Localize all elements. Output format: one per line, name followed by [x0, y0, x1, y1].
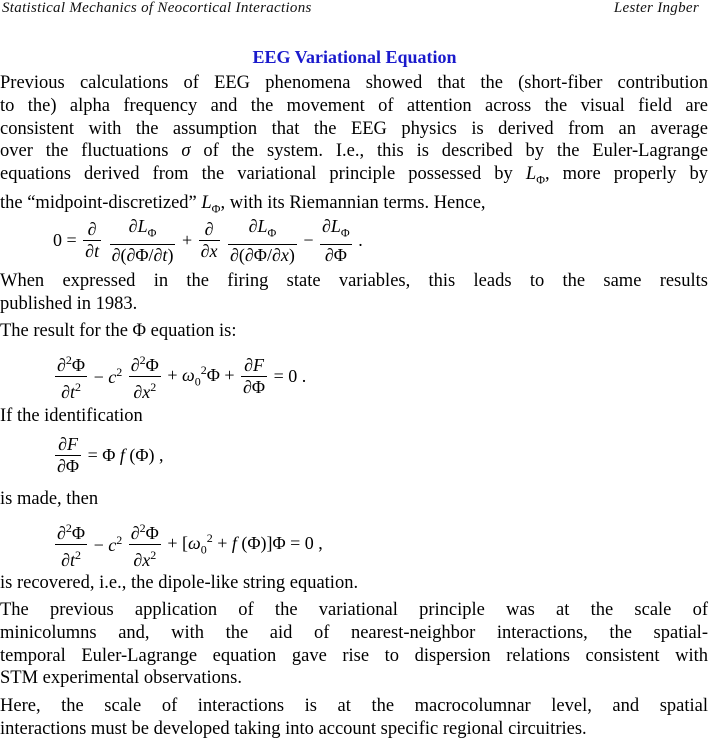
running-header-title: Statistical Mechanics of Neocortical Interactions — [2, 0, 312, 16]
section-title: EEG Variational Equation — [252, 47, 457, 67]
dipole-string-equation: $\frac{\partial^2\Phi}{\partial t^2}$ − $c^2$ $\frac{\partial^2\Phi}{\partial x^2}$ + [$\omega_0^2 + f$ (Φ)]Φ = 0 , — [57, 521, 323, 570]
euler-lagrange-equation: 0 = ∂ ∂t $\frac{\partial L_\Phi}{\partial(\partial\Phi/\partial t)}$ + ∂ ∂x $\frac{\partial L_\Phi}{\partial(\partial\Phi/\partial x)}$ − $\frac{\partial L_\Phi}{\partial\Phi}$ . — [53, 216, 363, 265]
paragraph-previous-application: The previous application of the variational principle was at the scale of minicolumns and, with the aid of nearest-neighbor interactions, the spatial- temporal Euler-Lagrange equation gave rise to dispersion relations consistent with STM experimental observations. — [0, 600, 708, 689]
paragraph-is-made: is made, then — [0, 489, 99, 509]
paragraph-identification: If the identification — [0, 406, 143, 426]
paragraph-recovered: is recovered, i.e., the dipole-like string equation. — [0, 573, 359, 593]
paragraph-phi-result: The result for the Φ equation is: — [0, 321, 237, 341]
paragraph-firing-state: When expressed in the firing state variables, this leads to the same results published in 1983. — [0, 271, 708, 314]
paragraph-macrocolumnar: Here, the scale of interactions is at the macrocolumnar level, and spatial interactions must be developed taking into account specific regional circuitries. — [0, 696, 708, 739]
phi-wave-equation: $\frac{\partial^2\Phi}{\partial t^2}$ − $c^2$ $\frac{\partial^2\Phi}{\partial x^2}$ + $\omega_0^2\Phi$ + $\frac{\partial F}{\partial\Phi}$ = 0 . — [57, 353, 307, 402]
identification-equation: $\frac{\partial F}{\partial\Phi}$ = Φ f (Φ) , — [57, 434, 164, 476]
paragraph-intro: Previous calculations of EEG phenomena showed that the (short-fiber contribution to the) alpha frequency and the movement of attention across the visual field are consistent with the assumption that the EEG physics is derived from an average over the fluctuations σ of the system. I.e., this is described by the Euler-Lagrange equations derived from the variational principle possessed by $L_\Phi$, more properly by the “midpoint-discretized” $L_\Phi$, with its Riemannian terms. Hence, — [0, 73, 709, 216]
running-header-author: Lester Ingber — [613, 0, 699, 16]
